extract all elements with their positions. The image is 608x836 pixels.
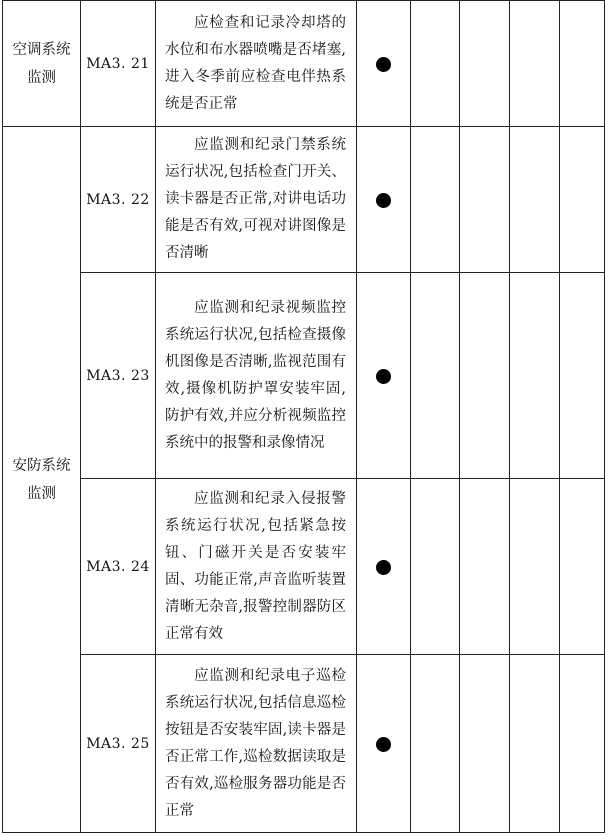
empty-cell: [411, 127, 460, 273]
requirement-mark-cell: [357, 479, 411, 655]
item-code: MA3. 23: [81, 273, 156, 479]
empty-cell: [560, 127, 605, 273]
requirement-mark-cell: [357, 1, 411, 127]
empty-cell: [510, 127, 560, 273]
item-description-cell: [156, 1, 357, 127]
empty-cell: [460, 479, 510, 655]
item-description: 应监测和纪录电子巡检系统运行状况,包括信息巡检按钮是否安装牢固,读卡器是否正常工作,巡检数据读取是否有效,巡检服务器功能是否正常: [165, 667, 346, 819]
requirement-mark-cell: [357, 655, 411, 833]
category-label-line-1: 安防系统: [12, 457, 71, 474]
item-code: MA3. 24: [81, 479, 156, 655]
empty-cell: [560, 273, 605, 479]
table-row: [3, 655, 605, 833]
filled-circle-icon: [376, 737, 391, 752]
filled-circle-icon: [376, 369, 391, 384]
empty-cell: [510, 479, 560, 655]
category-cell-hvac: [3, 1, 81, 127]
item-description: 应监测和纪录门禁系统运行状况,包括检查门开关、读卡器是否正常,对讲电话功能是否有效,可视对讲图像是否清晰: [165, 137, 346, 261]
category-label-line-2: 监测: [27, 69, 56, 86]
empty-cell: [411, 479, 460, 655]
empty-cell: [560, 1, 605, 127]
item-description-cell: [156, 127, 357, 273]
table-row: [3, 127, 605, 273]
item-code: MA3. 25: [81, 655, 156, 833]
requirement-mark-cell: [357, 273, 411, 479]
category-label-line-2: 监测: [27, 485, 56, 502]
item-description: 应监测和纪录视频监控系统运行状况,包括检查摄像机图像是否清晰,监视范围有效,摄像机防护罩安装牢固,防护有效,并应分析视频监控系统中的报警和录像情况: [165, 299, 346, 451]
item-description: 应检查和记录冷却塔的水位和布水器喷嘴是否堵塞,进入冬季前应检查电伴热系统是否正常: [165, 14, 346, 112]
item-description-cell: [156, 273, 357, 479]
maintenance-spec-table: [2, 0, 605, 833]
empty-cell: [560, 479, 605, 655]
item-code: MA3. 22: [81, 127, 156, 273]
empty-cell: [460, 1, 510, 127]
requirement-mark-cell: [357, 127, 411, 273]
empty-cell: [411, 1, 460, 127]
filled-circle-icon: [376, 193, 391, 208]
empty-cell: [510, 273, 560, 479]
category-cell-security: [3, 127, 81, 833]
item-description-cell: [156, 655, 357, 833]
category-label-line-1: 空调系统: [12, 41, 71, 58]
filled-circle-icon: [376, 57, 391, 72]
item-code: MA3. 21: [81, 1, 156, 127]
table-row: [3, 273, 605, 479]
table-row: [3, 1, 605, 127]
item-description: 应监测和纪录入侵报警系统运行状况,包括紧急按钮、门磁开关是否安装牢固、功能正常,声音监听装置清晰无杂音,报警控制器防区正常有效: [165, 490, 346, 642]
table-row: [3, 479, 605, 655]
empty-cell: [510, 1, 560, 127]
item-description-cell: [156, 479, 357, 655]
empty-cell: [411, 655, 460, 833]
empty-cell: [460, 273, 510, 479]
empty-cell: [510, 655, 560, 833]
empty-cell: [560, 655, 605, 833]
empty-cell: [460, 655, 510, 833]
empty-cell: [460, 127, 510, 273]
filled-circle-icon: [376, 560, 391, 575]
empty-cell: [411, 273, 460, 479]
